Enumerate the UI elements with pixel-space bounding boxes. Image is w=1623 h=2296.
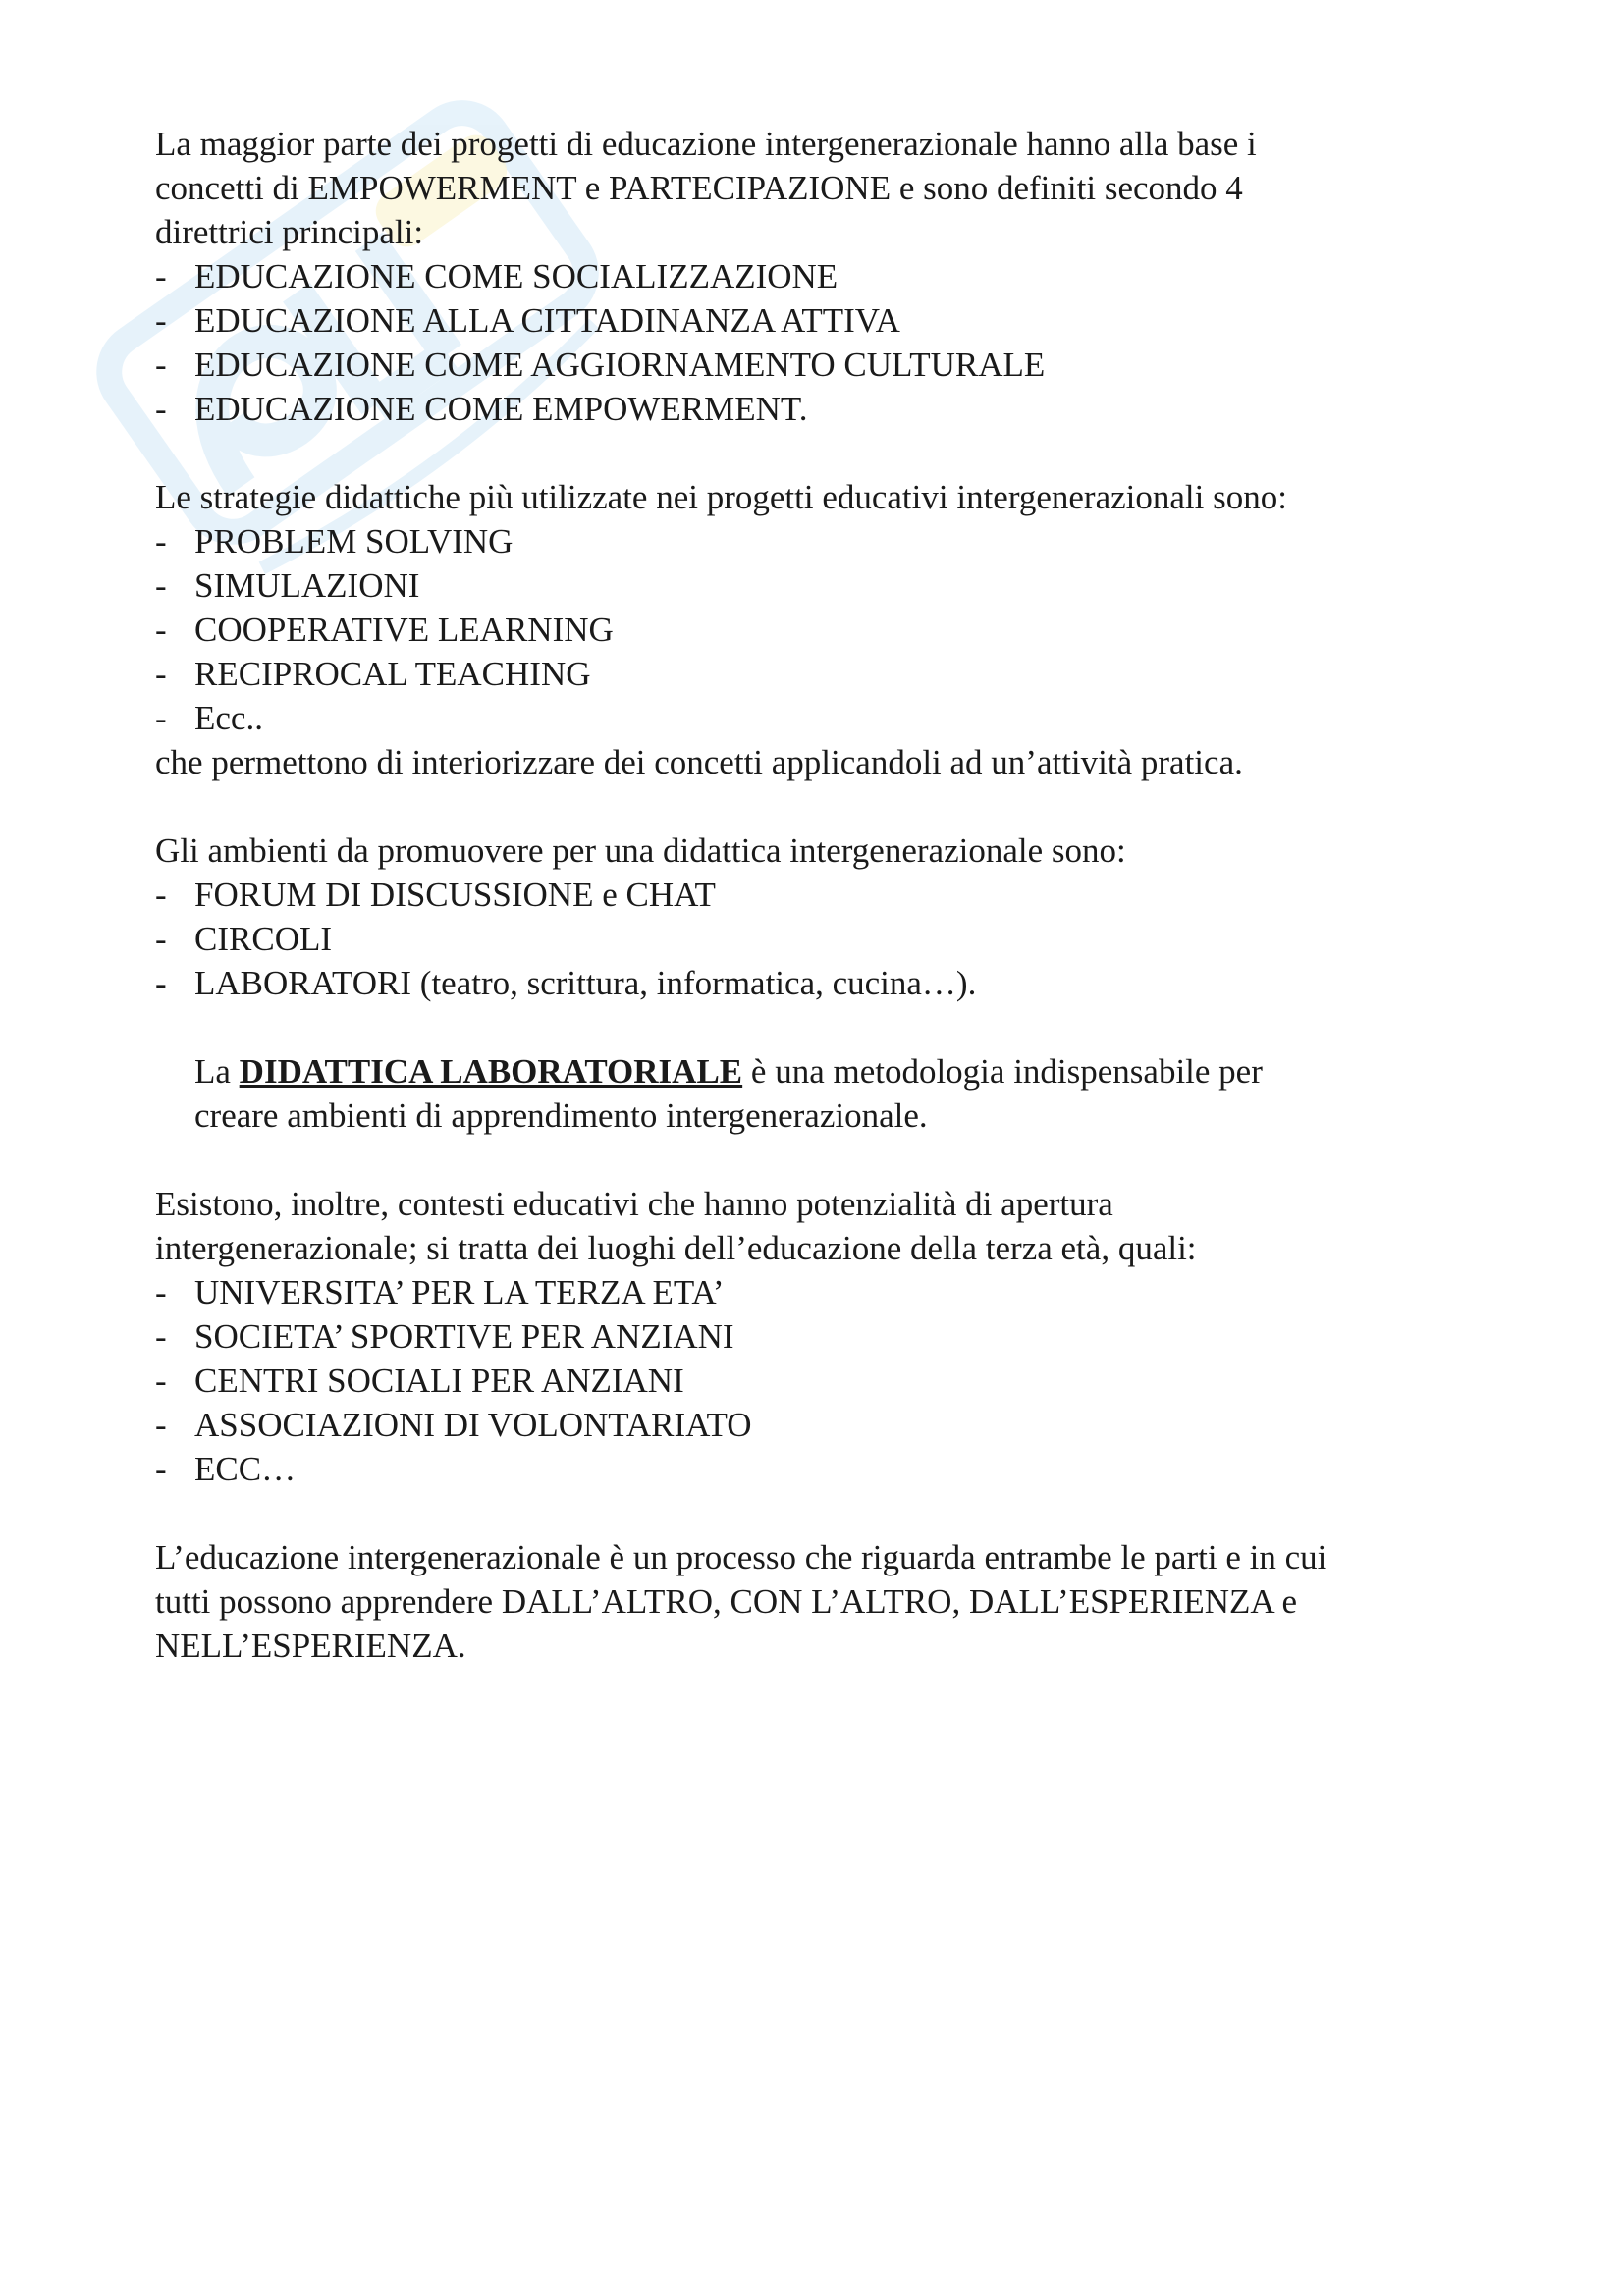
list-item xyxy=(155,652,1490,696)
dash-bullet: - xyxy=(155,522,167,561)
dash-bullet: - xyxy=(155,611,167,649)
section-environments xyxy=(155,828,1490,1005)
list-item xyxy=(155,873,1490,917)
list-item xyxy=(155,387,1490,431)
paragraph-line: creare ambienti di apprendimento intergenerazionale. xyxy=(194,1096,928,1135)
directions-list xyxy=(155,254,1490,431)
list-item-text: LABORATORI (teatro, scrittura, informatica, cucina…). xyxy=(194,964,977,1002)
section-directions xyxy=(155,122,1490,431)
list-item-text: ECC… xyxy=(194,1450,297,1488)
list-item-text: SIMULAZIONI xyxy=(194,566,420,605)
environments-list xyxy=(155,873,1490,1005)
paragraph-line: intergenerazionale; si tratta dei luoghi dell’educazione della terza età, quali: xyxy=(155,1229,1197,1267)
key-term: DIDATTICA LABORATORIALE xyxy=(239,1052,743,1091)
paragraph-line: direttrici principali: xyxy=(155,213,424,251)
dash-bullet: - xyxy=(155,699,167,737)
list-item xyxy=(155,961,1490,1005)
list-item xyxy=(155,608,1490,652)
list-item-text: EDUCAZIONE COME EMPOWERMENT. xyxy=(194,390,808,428)
list-item xyxy=(155,1314,1490,1359)
dash-bullet: - xyxy=(155,876,167,914)
dash-bullet: - xyxy=(155,655,167,693)
list-item xyxy=(155,1270,1490,1314)
list-item-text: RECIPROCAL TEACHING xyxy=(194,655,591,693)
dash-bullet: - xyxy=(155,1317,167,1356)
list-item-text: COOPERATIVE LEARNING xyxy=(194,611,614,649)
dash-bullet: - xyxy=(155,1273,167,1311)
list-item xyxy=(155,1359,1490,1403)
paragraph-line: tutti possono apprendere DALL’ALTRO, CON L’ALTRO, DALL’ESPERIENZA e xyxy=(155,1582,1298,1621)
paragraph-line: Esistono, inoltre, contesti educativi che hanno potenzialità di apertura xyxy=(155,1185,1113,1223)
list-item-text: ASSOCIAZIONI DI VOLONTARIATO xyxy=(194,1406,752,1444)
list-item xyxy=(155,696,1490,740)
text-suffix: è una metodologia indispensabile per xyxy=(742,1052,1263,1091)
list-item xyxy=(155,519,1490,563)
paragraph-line: che permettono di interiorizzare dei concetti applicandoli ad un’attività pratica. xyxy=(155,743,1243,781)
paragraph-line xyxy=(194,1049,1490,1094)
dash-bullet: - xyxy=(155,566,167,605)
list-item xyxy=(155,563,1490,608)
paragraph-line: concetti di EMPOWERMENT e PARTECIPAZIONE e sono definiti secondo 4 xyxy=(155,169,1243,207)
list-item-text: UNIVERSITA’ PER LA TERZA ETA’ xyxy=(194,1273,725,1311)
dash-bullet: - xyxy=(155,1450,167,1488)
list-item-text: EDUCAZIONE COME SOCIALIZZAZIONE xyxy=(194,257,839,295)
text-prefix: La xyxy=(194,1052,240,1091)
dash-bullet: - xyxy=(155,964,167,1002)
dash-bullet: - xyxy=(155,257,167,295)
list-item xyxy=(155,917,1490,961)
section-strategies xyxy=(155,475,1490,784)
paragraph-line: L’educazione intergenerazionale è un processo che riguarda entrambe le parti e in cui xyxy=(155,1538,1327,1576)
dash-bullet: - xyxy=(155,346,167,384)
dash-bullet: - xyxy=(155,1362,167,1400)
list-item-text: EDUCAZIONE ALLA CITTADINANZA ATTIVA xyxy=(194,301,900,340)
dash-bullet: - xyxy=(155,390,167,428)
strategies-list xyxy=(155,519,1490,740)
list-item-text: PROBLEM SOLVING xyxy=(194,522,514,561)
list-item xyxy=(155,298,1490,343)
list-item-text: CENTRI SOCIALI PER ANZIANI xyxy=(194,1362,684,1400)
contexts-list xyxy=(155,1270,1490,1491)
paragraph-line: La maggior parte dei progetti di educazione intergenerazionale hanno alla base i xyxy=(155,125,1257,163)
list-item xyxy=(155,254,1490,298)
list-item-text: FORUM DI DISCUSSIONE e CHAT xyxy=(194,876,716,914)
section-conclusion xyxy=(155,1535,1490,1668)
section-lab-didactics xyxy=(155,1049,1490,1138)
dash-bullet: - xyxy=(155,301,167,340)
list-item xyxy=(155,1403,1490,1447)
list-item-text: EDUCAZIONE COME AGGIORNAMENTO CULTURALE xyxy=(194,346,1046,384)
paragraph-line: Le strategie didattiche più utilizzate nei progetti educativi intergenerazionali sono: xyxy=(155,478,1287,516)
dash-bullet: - xyxy=(155,920,167,958)
document-page xyxy=(155,122,1490,1668)
paragraph-line: Gli ambienti da promuovere per una didattica intergenerazionale sono: xyxy=(155,831,1126,870)
list-item-text: Ecc.. xyxy=(194,699,263,737)
list-item-text: CIRCOLI xyxy=(194,920,332,958)
list-item xyxy=(155,343,1490,387)
list-item-text: SOCIETA’ SPORTIVE PER ANZIANI xyxy=(194,1317,734,1356)
dash-bullet: - xyxy=(155,1406,167,1444)
list-item xyxy=(155,1447,1490,1491)
paragraph-line: NELL’ESPERIENZA. xyxy=(155,1627,466,1665)
section-contexts xyxy=(155,1182,1490,1491)
